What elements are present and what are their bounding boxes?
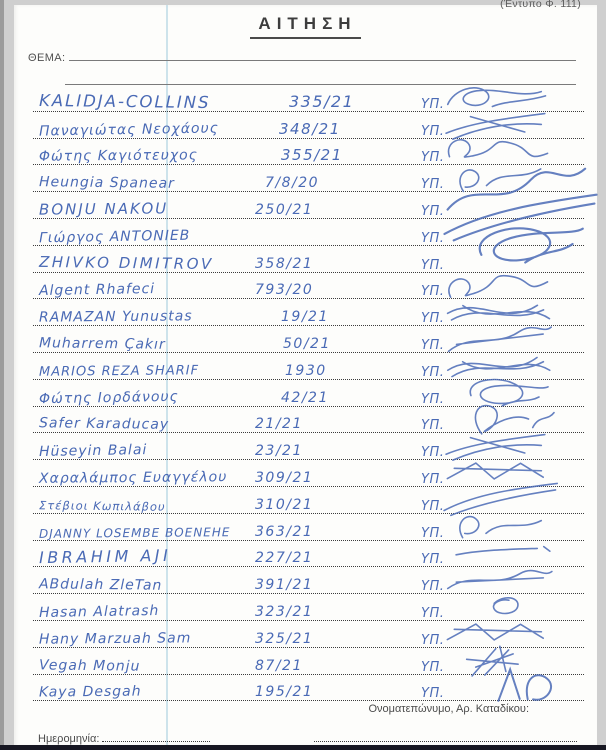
signature-abbr: ΥΠ. [421,686,445,702]
entry-case-number: 335/21 [289,91,355,111]
entry-name: Hüseyin Balai [38,442,148,461]
signature-abbr: ΥΠ. [421,445,445,461]
entry-name: ABdulah ZleTan [38,576,163,594]
entry-case-number: 1930 [285,362,327,379]
signature-abbr: ΥΠ. [421,659,445,675]
entry-case-number: 325/21 [255,630,314,647]
signature-abbr: ΥΠ. [421,364,445,380]
entry-name: Φώτης Καγιότευχος [38,147,198,166]
signature-abbr: ΥΠ. [421,337,445,353]
form-reference-number: (Έντυπο Φ. 111) [500,0,581,10]
entry-case-number: 391/21 [255,577,314,594]
entry-name: Στέβιοι Κωπιλάβου [38,497,166,514]
entry-case-number: 310/21 [255,496,314,513]
signature-scribble [437,662,603,710]
signature-abbr: ΥΠ. [421,471,445,487]
signature-list [33,85,584,701]
date-blank-line [102,731,210,742]
signature-abbr: ΥΠ. [421,177,445,193]
signature-abbr: ΥΠ. [421,498,445,514]
entry-name: Γιώργος ΑΝΤΟΝΙΕΒ [38,227,191,247]
entry-name: Vegah Monju [38,656,141,675]
subject-blank-line-1 [69,48,576,61]
date-label: Ημερομηνία: [38,733,100,745]
entry-name: Hany Marzuah Sam [38,630,192,648]
signature-abbr: ΥΠ. [421,311,445,327]
entry-row [33,675,584,702]
name-number-blank-line [314,729,577,742]
signature-abbr: ΥΠ. [421,230,445,246]
entry-case-number: 309/21 [255,469,314,486]
entry-name: ZHIVKO DIMITROV [38,252,214,273]
entry-case-number: 50/21 [283,335,331,352]
signature-abbr: ΥΠ. [421,552,445,568]
entry-case-number: 355/21 [281,146,343,165]
signature-abbr: ΥΠ. [421,284,445,300]
signature-abbr: ΥΠ. [421,203,445,219]
entry-case-number: 358/21 [255,255,314,272]
signature-abbr: ΥΠ. [421,391,445,407]
signature-abbr: ΥΠ. [421,150,445,166]
entry-case-number: 227/21 [255,550,314,567]
entry-case-number: 42/21 [281,389,329,406]
signature-abbr: ΥΠ. [421,525,445,541]
signature-abbr: ΥΠ. [421,605,445,621]
entry-name: Heungia Spanear [38,174,175,193]
signature-abbr: ΥΠ. [421,96,445,112]
entry-case-number: 19/21 [281,309,329,326]
entry-case-number: 348/21 [279,119,341,138]
name-number-label: Ονοματεπώνυμο, Αρ. Καταδίκου: [368,703,529,715]
page-title: ΑΙΤΗΣΗ [250,14,360,39]
scan-edge-bottom [0,745,606,750]
date-row [38,731,210,745]
entry-case-number: 87/21 [255,657,303,674]
entry-name: Algent Rhafeci [38,281,156,300]
subject-label: ΘΕΜΑ: [28,52,66,64]
entry-name: KALIDJA-COLLINS [38,90,211,112]
entry-case-number: 23/21 [255,443,303,460]
signature-abbr: ΥΠ. [421,123,445,139]
form-page [14,0,597,746]
entry-name: Παναγιώτας Νεοχάους [38,120,220,140]
signature-abbr: ΥΠ. [421,579,445,595]
signature-abbr: ΥΠ. [421,257,445,273]
entry-case-number: 195/21 [255,684,314,701]
entry-name: Muharrem Çakır [38,335,166,353]
title-wrap [14,14,597,39]
entry-name: Safer Karaducay [38,415,170,434]
entry-name: Χαραλάμπος Ευαγγέλου [38,469,228,487]
entry-name: Hasan Alatrash [38,602,160,621]
entry-case-number: 363/21 [255,523,314,540]
entry-name: MARIOS REZA SHARIF [38,363,200,380]
entry-name: BONJU NAKOU [38,199,169,219]
signature-abbr: ΥΠ. [421,418,445,434]
entry-case-number: 323/21 [255,603,314,620]
entry-name: IBRAHIM AJI [38,546,172,568]
entry-case-number: 7/8/20 [265,175,320,192]
entry-case-number: 793/20 [255,282,314,299]
entry-case-number: 250/21 [255,201,314,218]
entry-case-number: 21/21 [255,416,303,433]
entry-name: Kaya Desgah [38,683,142,701]
signature-abbr: ΥΠ. [421,632,445,648]
entry-name: Φώτης Ιορδάνους [38,388,179,407]
entry-name: DJANNY LOSEMBE BOENEHE [38,524,231,541]
entry-name: RAMAZAN Yunustas [38,308,193,326]
scan-edge-left [0,0,4,750]
